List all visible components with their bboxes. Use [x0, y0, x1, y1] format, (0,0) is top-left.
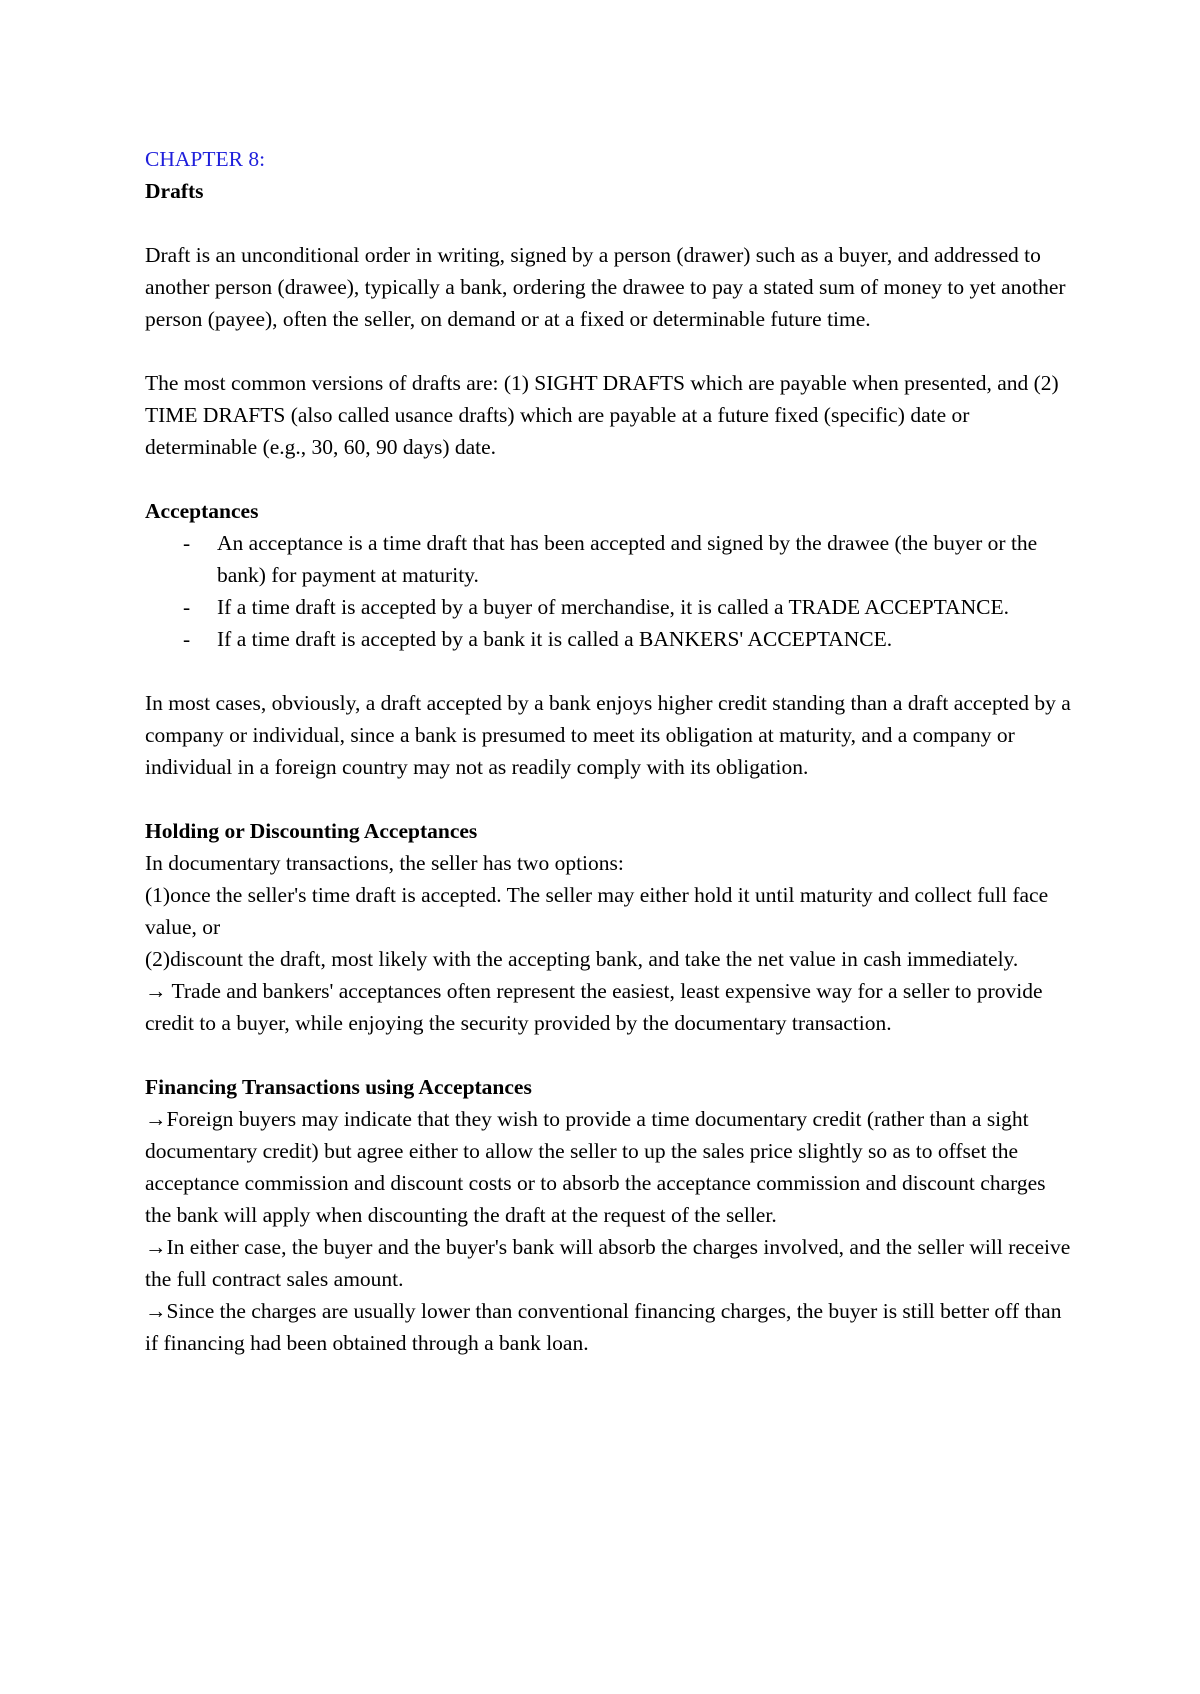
bullet-dash: - — [183, 531, 191, 555]
spacer — [145, 335, 1075, 367]
holding-line: In documentary transactions, the seller has two options: — [145, 851, 624, 875]
intro-paragraph: Draft is an unconditional order in writing, signed by a person (drawer) such as a buyer, and addressed to another person (drawee), typically a bank, ordering the drawee to pay a stated sum of money to yet another person (payee), often the seller, on demand or at a fixed or determinable future time. — [145, 243, 1066, 331]
chapter-label: CHAPTER 8: — [145, 147, 266, 171]
holding-line: (1)once the seller's time draft is accepted. The seller may either hold it until maturity and collect full face value, or — [145, 883, 1049, 939]
holding-heading: Holding or Discounting Acceptances — [145, 819, 478, 843]
list-item-text: An acceptance is a time draft that has been accepted and signed by the drawee (the buyer or the bank) for payment at maturity. — [217, 531, 1038, 587]
list-item-text: If a time draft is accepted by a buyer of merchandise, it is called a TRADE ACCEPTANCE. — [217, 595, 1009, 619]
spacer — [145, 207, 1075, 239]
holding-line: (2)discount the draft, most likely with the accepting bank, and take the net value in cash immediately. — [145, 947, 1019, 971]
acceptances-list — [145, 527, 1075, 655]
spacer — [145, 783, 1075, 815]
list-item — [145, 591, 1075, 623]
spacer — [145, 1039, 1075, 1071]
list-item-text: If a time draft is accepted by a bank it is called a BANKERS' ACCEPTANCE. — [217, 627, 893, 651]
financing-line: →Since the charges are usually lower than conventional financing charges, the buyer is still better off than if financing had been obtained through a bank loan. — [145, 1299, 1062, 1355]
bullet-dash: - — [183, 595, 191, 619]
financing-heading: Financing Transactions using Acceptances — [145, 1075, 532, 1099]
financing-line: →Foreign buyers may indicate that they wish to provide a time documentary credit (rather than a sight documentary credit) but agree either to allow the seller to up the sales price slightly so as to offset the acceptance commission and discount costs or to absorb the acceptance commission and discount charges the bank will apply when discounting the draft at the request of the seller. — [145, 1107, 1046, 1227]
acceptances-paragraph: In most cases, obviously, a draft accepted by a bank enjoys higher credit standing than a draft accepted by a company or individual, since a bank is presumed to meet its obligation at maturity, and a company or individual in a foreign country may not as readily comply with its obligation. — [145, 691, 1071, 779]
financing-line: →In either case, the buyer and the buyer's bank will absorb the charges involved, and the seller will receive the full contract sales amount. — [145, 1235, 1071, 1291]
holding-line: → Trade and bankers' acceptances often represent the easiest, least expensive way for a seller to provide credit to a buyer, while enjoying the security provided by the documentary transaction. — [145, 979, 1043, 1035]
list-item — [145, 527, 1075, 591]
versions-paragraph: The most common versions of drafts are: (1) SIGHT DRAFTS which are payable when presented, and (2) TIME DRAFTS (also called usance drafts) which are payable at a future fixed (specific) date or determinable (e.g., 30, 60, 90 days) date. — [145, 371, 1059, 459]
spacer — [145, 655, 1075, 687]
bullet-dash: - — [183, 627, 191, 651]
spacer — [145, 463, 1075, 495]
document-page — [145, 143, 1075, 1359]
page-title: Drafts — [145, 179, 204, 203]
acceptances-heading: Acceptances — [145, 499, 259, 523]
list-item — [145, 623, 1075, 655]
